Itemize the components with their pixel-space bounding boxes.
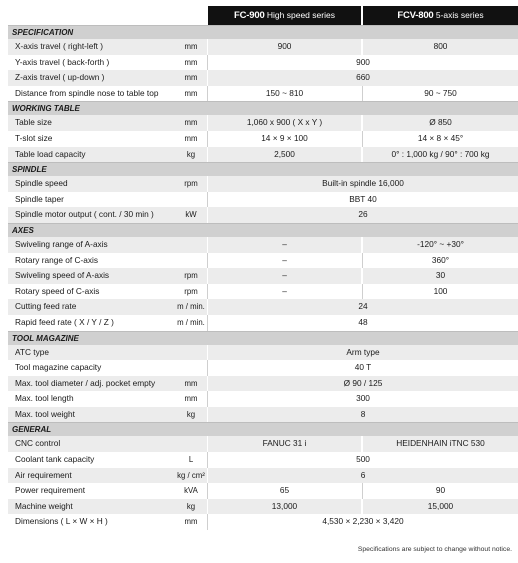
section-title: WORKING TABLE bbox=[8, 101, 518, 115]
spec-value-shared: 4,530 × 2,230 × 3,420 bbox=[322, 516, 404, 527]
spec-unit: mm bbox=[184, 42, 198, 51]
spec-value-fcv-800: 90 ~ 750 bbox=[424, 87, 457, 98]
spec-value-fc-900: – bbox=[282, 270, 287, 281]
spec-row bbox=[8, 483, 518, 499]
spec-label: Rotary speed of C-axis bbox=[15, 285, 100, 296]
column-header-row bbox=[8, 6, 518, 25]
spec-row bbox=[8, 70, 518, 86]
spec-unit: mm bbox=[184, 394, 198, 404]
spec-label: T-slot size bbox=[15, 132, 53, 143]
spec-value-fcv-800: 100 bbox=[433, 285, 448, 296]
section-title: AXES bbox=[8, 223, 518, 237]
section-title: GENERAL bbox=[8, 422, 518, 436]
spec-label: Max. tool diameter / adj. pocket empty bbox=[15, 377, 156, 388]
spec-row bbox=[8, 253, 518, 269]
spec-label: Rotary range of C-axis bbox=[15, 254, 99, 265]
spec-value-fcv-800: 15,000 bbox=[427, 500, 454, 511]
spec-unit: mm bbox=[184, 57, 198, 67]
spec-unit: mm bbox=[184, 517, 198, 527]
spec-row bbox=[8, 176, 518, 192]
spec-label: Table load capacity bbox=[15, 148, 86, 159]
spec-value-shared: 660 bbox=[356, 72, 370, 83]
spec-value-fc-900: – bbox=[282, 254, 287, 265]
spec-value-shared: BBT 40 bbox=[349, 193, 377, 204]
spec-value-shared: 48 bbox=[358, 316, 368, 327]
spec-value-shared: 8 bbox=[360, 408, 366, 419]
spec-unit: mm bbox=[184, 118, 198, 128]
spec-row bbox=[8, 499, 518, 515]
spec-label: Cutting feed rate bbox=[15, 301, 77, 312]
spec-value-fcv-800: HEIDENHAIN iTNC 530 bbox=[396, 438, 485, 449]
spec-value-shared: Built-in spindle 16,000 bbox=[322, 178, 404, 189]
spec-label: Air requirement bbox=[15, 469, 72, 480]
spec-label: Table size bbox=[15, 117, 52, 128]
spec-unit: L bbox=[188, 455, 194, 465]
spec-value-shared: 300 bbox=[356, 393, 370, 404]
spec-row bbox=[8, 39, 518, 55]
spec-unit: m / min. bbox=[177, 317, 205, 327]
fcv-model-name: FCV-800 bbox=[397, 10, 434, 21]
section-title: SPINDLE bbox=[8, 162, 518, 176]
spec-row bbox=[8, 268, 518, 284]
spec-row bbox=[8, 345, 518, 361]
spec-unit: kg bbox=[186, 501, 196, 511]
section-title: TOOL MAGAZINE bbox=[8, 331, 518, 345]
spec-value-shared: 900 bbox=[356, 56, 370, 67]
spec-unit: kVA bbox=[184, 486, 198, 496]
spec-label: Dimensions ( L × W × H ) bbox=[15, 516, 108, 527]
spec-row bbox=[8, 360, 518, 376]
spec-label: Swiveling range of A-axis bbox=[15, 238, 108, 249]
spec-row bbox=[8, 86, 518, 102]
spec-label: Coolant tank capacity bbox=[15, 454, 95, 465]
spec-label: Spindle taper bbox=[15, 193, 64, 204]
spec-value-fcv-800: Ø 850 bbox=[429, 117, 452, 128]
spec-value-shared: 24 bbox=[358, 301, 368, 312]
spec-row bbox=[8, 407, 518, 423]
header-fcv-800 bbox=[363, 6, 518, 25]
spec-row bbox=[8, 131, 518, 147]
spec-value-fc-900: 1,060 x 900 ( X x Y ) bbox=[246, 117, 323, 128]
spec-label: Spindle speed bbox=[15, 178, 68, 189]
spec-value-fcv-800: 360° bbox=[431, 254, 450, 265]
spec-value-shared: Ø 90 / 125 bbox=[343, 377, 383, 388]
spec-row bbox=[8, 452, 518, 468]
spec-label: Tool magazine capacity bbox=[15, 362, 102, 373]
spec-label: Power requirement bbox=[15, 485, 86, 496]
spec-value-fcv-800: -120° ~ +30° bbox=[417, 238, 464, 249]
spec-value-shared: 500 bbox=[356, 454, 370, 465]
spec-label: Y-axis travel ( back-forth ) bbox=[15, 56, 110, 67]
spec-label: Max. tool weight bbox=[15, 408, 75, 419]
spec-label: CNC control bbox=[15, 438, 61, 449]
fcv-model-desc: 5-axis series bbox=[435, 10, 484, 20]
spec-value-fc-900: – bbox=[282, 285, 287, 296]
spec-value-fc-900: 900 bbox=[277, 41, 292, 51]
spec-unit: rpm bbox=[184, 179, 198, 189]
spec-unit: kW bbox=[185, 210, 197, 220]
spec-unit: mm bbox=[184, 73, 198, 83]
header-fc-900 bbox=[208, 6, 361, 25]
spec-value-fc-900: 65 bbox=[279, 485, 290, 496]
spec-label: Max. tool length bbox=[15, 393, 74, 404]
spec-unit: mm bbox=[184, 88, 198, 98]
spec-label: Spindle motor output ( cont. / 30 min ) bbox=[15, 209, 154, 220]
spec-unit: rpm bbox=[184, 271, 198, 281]
spec-value-shared: 40 T bbox=[354, 362, 372, 373]
footnote: Specifications are subject to change without notice. bbox=[357, 546, 512, 553]
spec-value-fcv-800: 90 bbox=[435, 485, 446, 496]
spec-row bbox=[8, 468, 518, 484]
spec-row bbox=[8, 514, 518, 530]
spec-label: X-axis travel ( right-left ) bbox=[15, 41, 104, 51]
spec-value-fc-900: 14 × 9 × 100 bbox=[261, 132, 308, 143]
spec-value-fc-900: FANUC 31 i bbox=[262, 438, 307, 449]
spec-value-fc-900: 2,500 bbox=[274, 148, 295, 159]
spec-label: ATC type bbox=[15, 346, 49, 357]
spec-value-shared: 26 bbox=[358, 209, 368, 220]
spec-unit: rpm bbox=[184, 286, 198, 296]
spec-row bbox=[8, 115, 518, 131]
spec-unit: kg / cm² bbox=[177, 470, 205, 480]
spec-value-fc-900: – bbox=[282, 238, 287, 249]
spec-row bbox=[8, 436, 518, 452]
spec-value-fc-900: 13,000 bbox=[271, 500, 298, 511]
spec-unit: mm bbox=[184, 378, 198, 388]
spec-row bbox=[8, 284, 518, 300]
spec-label: Z-axis travel ( up-down ) bbox=[15, 72, 105, 83]
fc-model-desc: High speed series bbox=[266, 10, 335, 20]
spec-table bbox=[8, 25, 518, 530]
spec-unit: kg bbox=[186, 149, 196, 159]
spec-value-shared: 6 bbox=[360, 469, 366, 480]
spec-row bbox=[8, 192, 518, 208]
spec-row bbox=[8, 376, 518, 392]
spec-label: Machine weight bbox=[15, 500, 73, 511]
spec-row bbox=[8, 55, 518, 71]
section-title: SPECIFICATION bbox=[8, 25, 518, 39]
spec-unit: m / min. bbox=[177, 302, 205, 312]
spec-unit: mm bbox=[184, 133, 198, 143]
spec-row bbox=[8, 315, 518, 331]
spec-row bbox=[8, 147, 518, 163]
spec-row bbox=[8, 299, 518, 315]
spec-value-fcv-800: 800 bbox=[433, 41, 448, 51]
spec-label: Swiveling speed of A-axis bbox=[15, 270, 110, 281]
spec-value-fc-900: 150 ~ 810 bbox=[265, 87, 304, 98]
fc-model-name: FC-900 bbox=[234, 10, 265, 21]
spec-label: Rapid feed rate ( X / Y / Z ) bbox=[15, 316, 114, 327]
spec-value-fcv-800: 0° : 1,000 kg / 90° : 700 kg bbox=[391, 148, 490, 159]
spec-value-fcv-800: 14 × 8 × 45° bbox=[417, 132, 464, 143]
spec-value-fcv-800: 30 bbox=[435, 270, 446, 281]
spec-row bbox=[8, 237, 518, 253]
spec-row bbox=[8, 207, 518, 223]
spec-row bbox=[8, 391, 518, 407]
spec-unit: kg bbox=[186, 409, 196, 419]
spec-value-shared: Arm type bbox=[346, 346, 380, 357]
spec-label: Distance from spindle nose to table top bbox=[15, 87, 159, 98]
